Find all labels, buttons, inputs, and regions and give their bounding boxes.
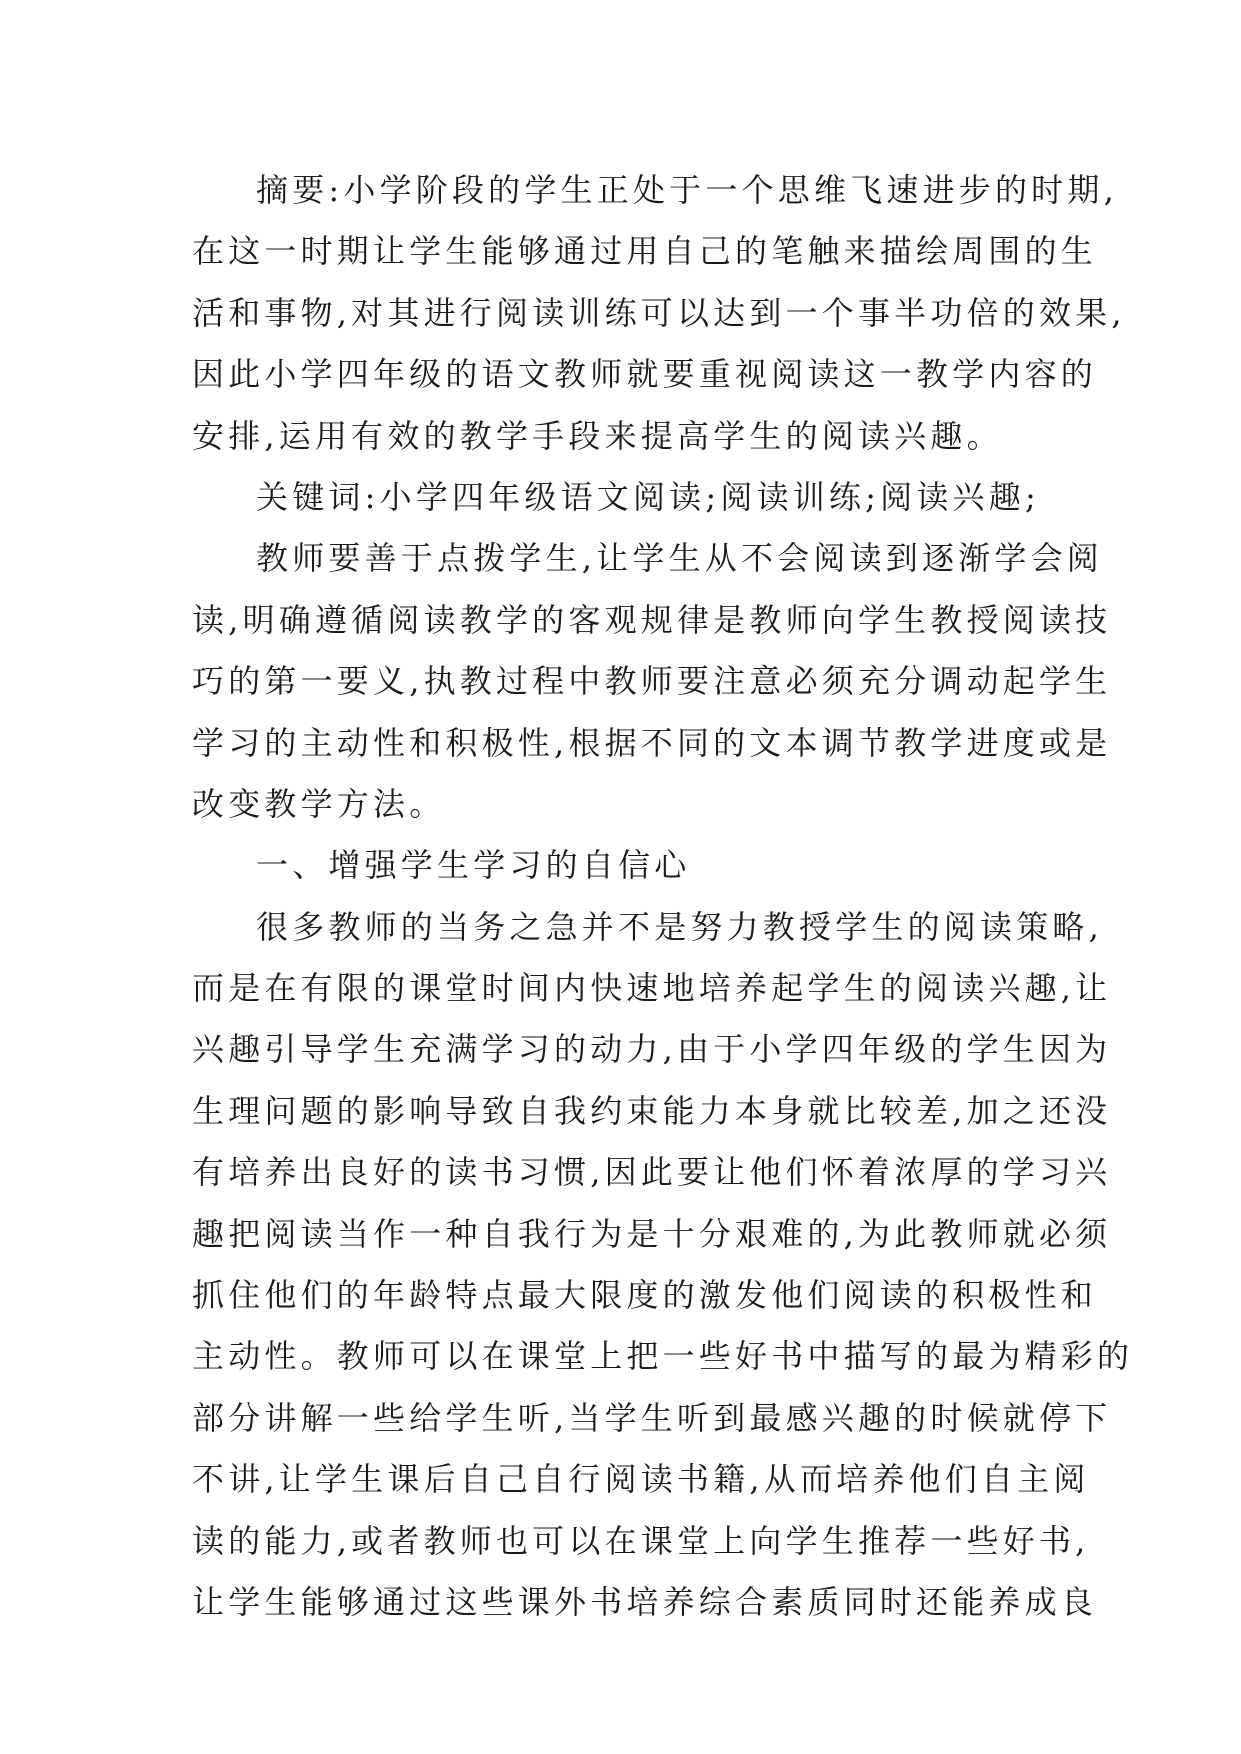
- intro-line-4: 学习的主动性和积极性,根据不同的文本调节教学进度或是: [192, 723, 1112, 762]
- intro-line-2: 读,明确遵循阅读教学的客观规律是教师向学生教授阅读技: [192, 600, 1112, 639]
- section-line-5: 有培养出良好的读书习惯,因此要让他们怀着浓厚的学习兴: [192, 1153, 1112, 1192]
- abstract-line-5: 安排,运用有效的教学手段来提高学生的阅读兴趣。: [192, 416, 1003, 455]
- section-line-9: 部分讲解一些给学生听,当学生听到最感兴趣的时候就停下: [192, 1398, 1112, 1437]
- article-body: [192, 160, 1134, 1633]
- section-heading: 一、增强学生学习的自信心: [256, 846, 691, 885]
- abstract-line-4: 因此小学四年级的语文教师就要重视阅读这一教学内容的: [192, 355, 1098, 394]
- section-line-8: 主动性。教师可以在课堂上把一些好书中描写的最为精彩的: [192, 1337, 1134, 1376]
- section-line-11: 读的能力,或者教师也可以在课堂上向学生推荐一些好书,: [192, 1521, 1090, 1560]
- intro-line-1: 教师要善于点拨学生,让学生从不会阅读到逐渐学会阅: [256, 539, 1103, 578]
- section-line-6: 趣把阅读当作一种自我行为是十分艰难的,为此教师就必须: [192, 1214, 1112, 1253]
- section-line-3: 兴趣引导学生充满学习的动力,由于小学四年级的学生因为: [192, 1030, 1112, 1069]
- keywords-line: 关键词:小学四年级语文阅读;阅读训练;阅读兴趣;: [256, 477, 1040, 516]
- section-line-12: 让学生能够通过这些课外书培养综合素质同时还能养成良: [192, 1582, 1098, 1621]
- abstract-line-3: 活和事物,对其进行阅读训练可以达到一个事半功倍的效果,: [192, 293, 1126, 332]
- section-line-1: 很多教师的当务之急并不是努力教授学生的阅读策略,: [256, 907, 1103, 946]
- abstract-line-2: 在这一时期让学生能够通过用自己的笔触来描绘周围的生: [192, 232, 1098, 271]
- section-line-4: 生理问题的影响导致自我约束能力本身就比较差,加之还没: [192, 1091, 1112, 1130]
- intro-line-5: 改变教学方法。: [192, 784, 446, 823]
- intro-line-3: 巧的第一要义,执教过程中教师要注意必须充分调动起学生: [192, 662, 1112, 701]
- section-line-7: 抓住他们的年龄特点最大限度的激发他们阅读的积极性和: [192, 1276, 1098, 1315]
- section-line-10: 不讲,让学生课后自己自行阅读书籍,从而培养他们自主阅: [192, 1460, 1090, 1499]
- abstract-line-1: 摘要:小学阶段的学生正处于一个思维飞速进步的时期,: [256, 171, 1118, 209]
- section-line-2: 而是在有限的课堂时间内快速地培养起学生的阅读兴趣,让: [192, 969, 1112, 1008]
